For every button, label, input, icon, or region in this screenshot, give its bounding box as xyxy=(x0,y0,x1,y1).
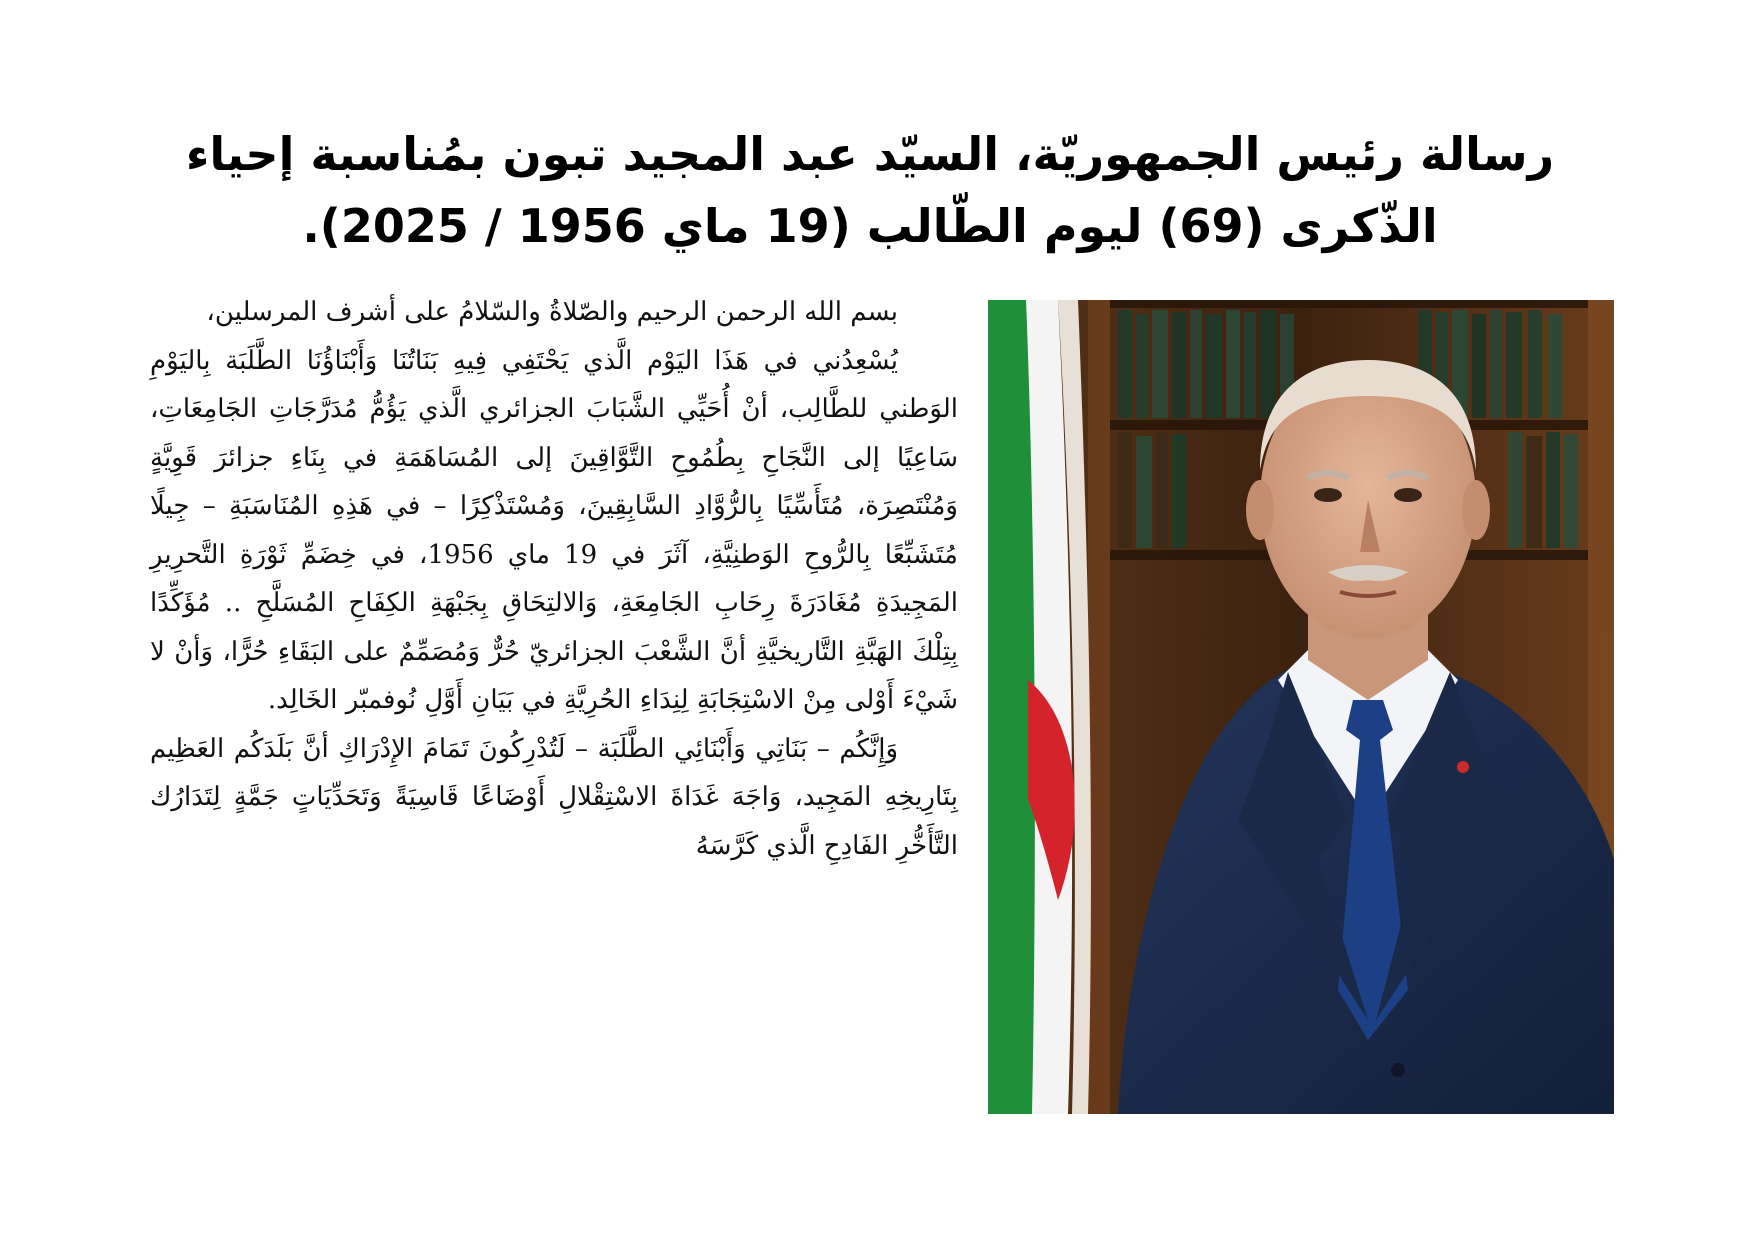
right-ear xyxy=(1462,480,1490,540)
portrait-photo xyxy=(988,300,1614,1114)
left-eye xyxy=(1314,488,1342,502)
paragraph-2: يُسْعِدُني في هَذَا اليَوْم الَّذي يَحْتَفِي فِيهِ بَنَاتُنَا وَأَبْنَاؤُنَا الطَّلَبَة بِاليَوْمِ الوَطني للطَّالِب، أنْ أُحَيِّي الشَّبَابَ الجزائري الَّذي يَؤُمُّ مُدَرَّجَاتِ الجَامِعَاتِ، سَاعِيًا إلى النَّجَاحِ بِطُمُوحِ التَّوَّاقِينَ إلى المُسَاهَمَةِ في بِنَاءِ جزائرَ قَوِيَّةٍ وَمُنْتَصِرَة، مُتَأَسِّيًا بِالرُّوَّادِ السَّابِقِينَ، وَمُسْتَذْكِرًا – في هَذِهِ المُنَاسَبَةِ – جِيلًا مُتَشَبِّعًا بِالرُّوحِ الوَطنِيَّةِ، آثَرَ في 19 ماي 1956، في خِضَمِّ ثَوْرَةِ التَّحرِيرِ المَجِيدَةِ مُغَادَرَةَ رِحَابِ الجَامِعَةِ، وَالالتِحَاقِ بِجَبْهَةِ الكِفَاحِ المُسَلَّحِ .. مُؤَكِّدًا بِتِلْكَ الهَبَّةِ التَّاريخيَّةِ أنَّ الشَّعْبَ الجزائريّ حُرٌّ وَمُصَمِّمٌ على البَقَاءِ حُرًّا، وَأنْ لا شَيْءَ أَوْلى مِنْ الاسْتِجَابَةِ لِنِدَاءِ الحُرِيَّةِ في بَيَانِ أَوَّلِ نُوفمبّر الخَالِد. xyxy=(150,345,958,715)
title-line-2: الذّكرى (69) ليوم الطّالب (19 ماي 1956 / 2025). xyxy=(302,199,1438,253)
lapel-pin xyxy=(1457,761,1469,773)
document-title xyxy=(180,118,1560,262)
portrait-illustration xyxy=(988,300,1614,1114)
title-line-1: رسالة رئيس الجمهوريّة، السيّد عبد المجيد تبون بمُناسبة إحياء xyxy=(185,127,1555,181)
paragraph-3: وَإِنَّكُم – بَنَاتِي وَأَبْنَائِي الطَّلَبَة – لَتُدْرِكُونَ تَمَامَ الإِدْرَاكِ أنَّ بَلَدَكُم العَظِيم بِتَارِيخِهِ المَجِيد، وَاجَهَ غَدَاةَ الاسْتِقْلالِ أَوْضَاعًا قَاسِيَةً وَتَحَدِّيَاتٍ جَمَّةٍ لِتَدَارُك التَّأَخُّرِ الفَادِحِ الَّذي كَرَّسَهُ xyxy=(150,733,958,861)
right-eye xyxy=(1394,488,1422,502)
suit-button xyxy=(1391,1063,1405,1077)
algerian-flag xyxy=(988,300,1091,1114)
paragraph-opening: بسم الله الرحمن الرحيم والصّلاةُ والسّلامُ على أشرف المرسلين، xyxy=(206,297,898,327)
letter-body xyxy=(150,288,958,870)
left-ear xyxy=(1246,480,1274,540)
